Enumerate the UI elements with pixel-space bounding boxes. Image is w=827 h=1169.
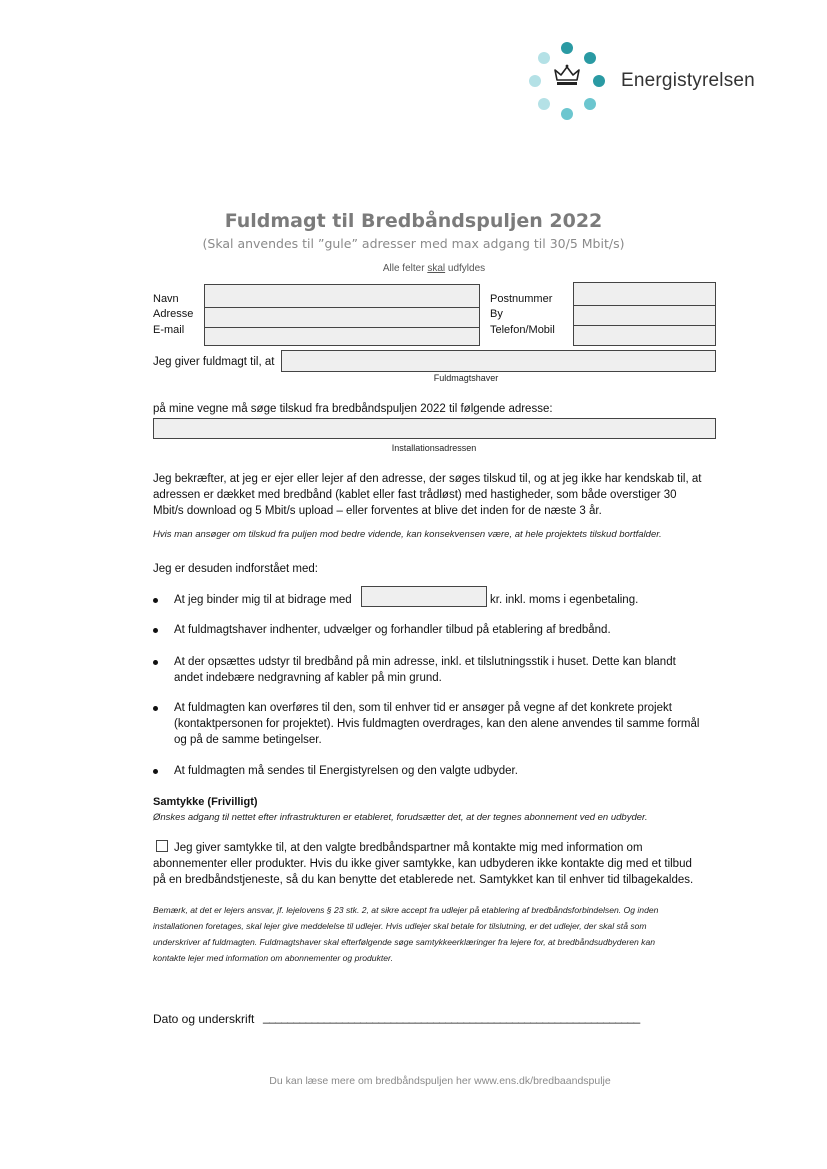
label-navn: Navn bbox=[153, 293, 179, 305]
navn-field[interactable] bbox=[204, 284, 480, 308]
page-subtitle: (Skal anvendes til ”gule” adresser med max adgang til 30/5 Mbit/s) bbox=[202, 236, 625, 251]
bullet-dot bbox=[153, 660, 158, 665]
by-field[interactable] bbox=[573, 305, 716, 326]
consent-sub: Ønskes adgang til nettet efter infrastrukturen er etableret, forudsætter det, at der tegnes abonnement ved en udbyder. bbox=[153, 812, 648, 823]
logo-dot bbox=[593, 75, 605, 87]
bullet-dot bbox=[153, 628, 158, 633]
fuldmagtshaver-field[interactable] bbox=[281, 350, 716, 372]
logo-dot bbox=[561, 42, 573, 54]
bullet4-line: (kontaktpersonen for projektet). Hvis fuldmagten overdrages, kan den alene anvendes til samme formål bbox=[174, 718, 700, 730]
consent-note-line: installationen foretages, skal lejer give meddelelse til udlejer. Hvis udlejer skal betale for tilslutning, er det udlejer, der skal stå som bbox=[153, 921, 647, 931]
page-title: Fuldmagt til Bredbåndspuljen 2022 bbox=[224, 210, 603, 232]
installationsadresse-caption: Installationsadressen bbox=[391, 443, 477, 453]
consent-note-line: Bemærk, at det er lejers ansvar, jf. lejelovens § 23 stk. 2, at sikre accept fra udlejer på etablering af bredbåndsforbindelsen. Og inden bbox=[153, 905, 659, 915]
consent-note-line: kontakte lejer med information om abonnementer og produkter. bbox=[153, 953, 393, 963]
bullet3-line: At der opsættes udstyr til bredbånd på min adresse, inkl. et tilslutningsstik i huset. Dette kan blandt bbox=[174, 656, 676, 668]
footer-link-text[interactable]: Du kan læse mere om bredbåndspuljen her www.ens.dk/bredbaandspulje bbox=[269, 1075, 611, 1087]
label-adresse: Adresse bbox=[153, 308, 194, 320]
required-note: Alle felter skal udfyldes bbox=[382, 263, 486, 274]
label-telefon: Telefon/Mobil bbox=[490, 324, 555, 336]
label-by: By bbox=[490, 308, 503, 320]
consent-note-line: underskriver af fuldmagten. Fuldmagtshaver skal efterfølgende søge samtykkeerklæringer fra lejere for, at bredbåndsudbyderen kan bbox=[153, 937, 656, 947]
bullet-dot bbox=[153, 706, 158, 711]
adresse-field[interactable] bbox=[204, 307, 480, 328]
logo-name: Energistyrelsen bbox=[621, 70, 755, 91]
confirm-line: Mbit/s download og 5 Mbit/s upload – eller forventes at blive det inden for de næste 3 år. bbox=[153, 505, 602, 517]
bullet5-text: At fuldmagten må sendes til Energistyrelsen og den valgte udbyder. bbox=[174, 765, 518, 777]
logo-dot bbox=[538, 52, 550, 64]
logo-dot bbox=[584, 98, 596, 110]
signature-line[interactable]: ______________________________________________________________ bbox=[263, 1010, 640, 1024]
logo-dot bbox=[529, 75, 541, 87]
consent-line: abonnementer eller produkter. Hvis du ikke giver samtykke, kan udbyderen ikke kontakte dig med et tilbud bbox=[153, 858, 692, 870]
bullet1-pre: At jeg binder mig til at bidrage med bbox=[174, 594, 352, 606]
consent-line: på en bredbåndstjeneste, så du kan benytte det etablerede net. Samtykket kan til enhver tid tilbagekaldes. bbox=[153, 874, 694, 886]
consent-checkbox[interactable] bbox=[156, 840, 168, 852]
consent-line: Jeg giver samtykke til, at den valgte bredbåndspartner må kontakte mig med information om bbox=[174, 842, 643, 854]
egenbetaling-field[interactable] bbox=[361, 586, 487, 607]
bullet2-text: At fuldmagtshaver indhenter, udvælger og forhandler tilbud på etablering af bredbånd. bbox=[174, 624, 611, 636]
address-intro: på mine vegne må søge tilskud fra bredbåndspuljen 2022 til følgende adresse: bbox=[153, 403, 553, 415]
consent-heading: Samtykke (Frivilligt) bbox=[153, 796, 258, 808]
postnummer-field[interactable] bbox=[573, 282, 716, 306]
installationsadresse-field[interactable] bbox=[153, 418, 716, 439]
fuldmagt-label: Jeg giver fuldmagt til, at bbox=[153, 356, 275, 368]
bullet4-line: At fuldmagten kan overføres til den, som til enhver tid er ansøger på vegne af det konkrete projekt bbox=[174, 702, 672, 714]
confirm-line: Jeg bekræfter, at jeg er ejer eller lejer af den adresse, der søges tilskud til, og at jeg ikke har kendskab til, at bbox=[153, 473, 702, 485]
label-email: E-mail bbox=[153, 324, 185, 336]
logo-dot bbox=[561, 108, 573, 120]
bullet-dot bbox=[153, 769, 158, 774]
crown-icon bbox=[553, 64, 581, 88]
telefon-field[interactable] bbox=[573, 325, 716, 346]
fuldmagtshaver-caption: Fuldmagtshaver bbox=[433, 373, 499, 383]
logo-dot bbox=[584, 52, 596, 64]
warning-text: Hvis man ansøger om tilskud fra puljen mod bedre vidende, kan konsekvensen være, at hele projektets tilskud bortfalder. bbox=[153, 529, 662, 540]
bullet4-line: og på de samme betingelser. bbox=[174, 734, 322, 746]
signature-label: Dato og underskrift bbox=[153, 1012, 255, 1026]
logo bbox=[528, 42, 758, 122]
bullet1-post: kr. inkl. moms i egenbetaling. bbox=[490, 594, 639, 606]
email-field[interactable] bbox=[204, 327, 480, 346]
label-postnummer: Postnummer bbox=[490, 293, 553, 305]
logo-dot bbox=[538, 98, 550, 110]
confirm-line: adressen er dækket med bredbånd (kablet eller fast trådløst) med hastigheder, som både overstiger 30 bbox=[153, 489, 677, 501]
bullet3-line: andet indebære nedgravning af kabler på min grund. bbox=[174, 672, 442, 684]
bullet-dot bbox=[153, 598, 158, 603]
agree-intro: Jeg er desuden indforstået med: bbox=[153, 563, 318, 575]
